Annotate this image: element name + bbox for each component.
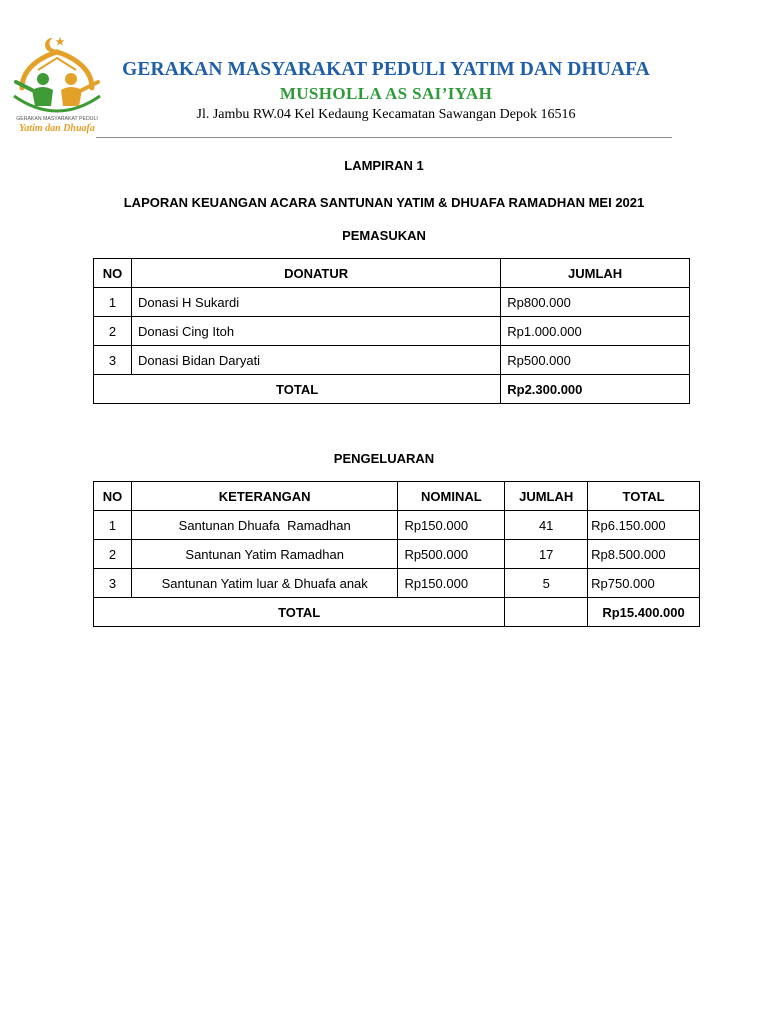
donor-name: Donasi H Sukardi bbox=[131, 288, 500, 317]
expense-count: 17 bbox=[505, 540, 588, 569]
expense-total: Rp8.500.000 bbox=[588, 540, 700, 569]
row-number: 3 bbox=[94, 569, 132, 598]
total-label: TOTAL bbox=[94, 375, 501, 404]
empty-cell bbox=[505, 598, 588, 627]
expense-heading: PENGELUARAN bbox=[333, 451, 435, 466]
expense-description: Santunan Yatim Ramadhan bbox=[131, 540, 398, 569]
expense-nominal: Rp500.000 bbox=[398, 540, 505, 569]
total-label: TOTAL bbox=[94, 598, 505, 627]
donor-name: Donasi Bidan Daryati bbox=[131, 346, 500, 375]
total-amount: Rp15.400.000 bbox=[588, 598, 700, 627]
table-row bbox=[94, 540, 700, 569]
table-row bbox=[94, 569, 700, 598]
mosque-dome-children-logo-icon bbox=[8, 34, 106, 140]
report-title: LAPORAN KEUANGAN ACARA SANTUNAN YATIM & DHUAFA RAMADHAN MEI 2021 bbox=[123, 195, 645, 210]
donor-name: Donasi Cing Itoh bbox=[131, 317, 500, 346]
attachment-label: LAMPIRAN 1 bbox=[344, 158, 424, 173]
expense-count: 5 bbox=[505, 569, 588, 598]
donation-amount: Rp500.000 bbox=[501, 346, 690, 375]
table-row bbox=[94, 346, 690, 375]
organization-logo bbox=[8, 34, 106, 140]
column-header: JUMLAH bbox=[501, 259, 690, 288]
letterhead-divider bbox=[96, 137, 672, 138]
expense-total: Rp6.150.000 bbox=[588, 511, 700, 540]
table-row bbox=[94, 511, 700, 540]
address: Jl. Jambu RW.04 Kel Kedaung Kecamatan Sawangan Depok 16516 bbox=[196, 107, 576, 122]
expense-description: Santunan Yatim luar & Dhuafa anak bbox=[131, 569, 398, 598]
row-number: 2 bbox=[94, 317, 132, 346]
total-row bbox=[94, 375, 690, 404]
income-table bbox=[93, 258, 690, 404]
row-number: 1 bbox=[94, 511, 132, 540]
donation-amount: Rp1.000.000 bbox=[501, 317, 690, 346]
column-header: DONATUR bbox=[131, 259, 500, 288]
expense-count: 41 bbox=[505, 511, 588, 540]
column-header: JUMLAH bbox=[505, 482, 588, 511]
income-heading: PEMASUKAN bbox=[342, 228, 426, 243]
column-header: NO bbox=[94, 482, 132, 511]
expense-nominal: Rp150.000 bbox=[398, 569, 505, 598]
donation-amount: Rp800.000 bbox=[501, 288, 690, 317]
total-amount: Rp2.300.000 bbox=[501, 375, 690, 404]
total-row bbox=[94, 598, 700, 627]
row-number: 1 bbox=[94, 288, 132, 317]
table-header-row bbox=[94, 259, 690, 288]
musholla-name: MUSHOLLA AS SAI’IYAH bbox=[279, 84, 493, 103]
expense-total: Rp750.000 bbox=[588, 569, 700, 598]
expense-nominal: Rp150.000 bbox=[398, 511, 505, 540]
organization-name: GERAKAN MASYARAKAT PEDULI YATIM DAN DHUAFA bbox=[122, 59, 650, 80]
table-header-row bbox=[94, 482, 700, 511]
row-number: 2 bbox=[94, 540, 132, 569]
column-header: TOTAL bbox=[588, 482, 700, 511]
table-row bbox=[94, 288, 690, 317]
svg-text:Yatim dan Dhuafa: Yatim dan Dhuafa bbox=[19, 123, 95, 134]
column-header: NOMINAL bbox=[398, 482, 505, 511]
table-row bbox=[94, 317, 690, 346]
column-header: NO bbox=[94, 259, 132, 288]
expense-description: Santunan Dhuafa Ramadhan bbox=[131, 511, 398, 540]
column-header: KETERANGAN bbox=[131, 482, 398, 511]
row-number: 3 bbox=[94, 346, 132, 375]
svg-text:GERAKAN MASYARAKAT PEDULI: GERAKAN MASYARAKAT PEDULI bbox=[16, 116, 98, 122]
expense-table bbox=[93, 481, 700, 627]
